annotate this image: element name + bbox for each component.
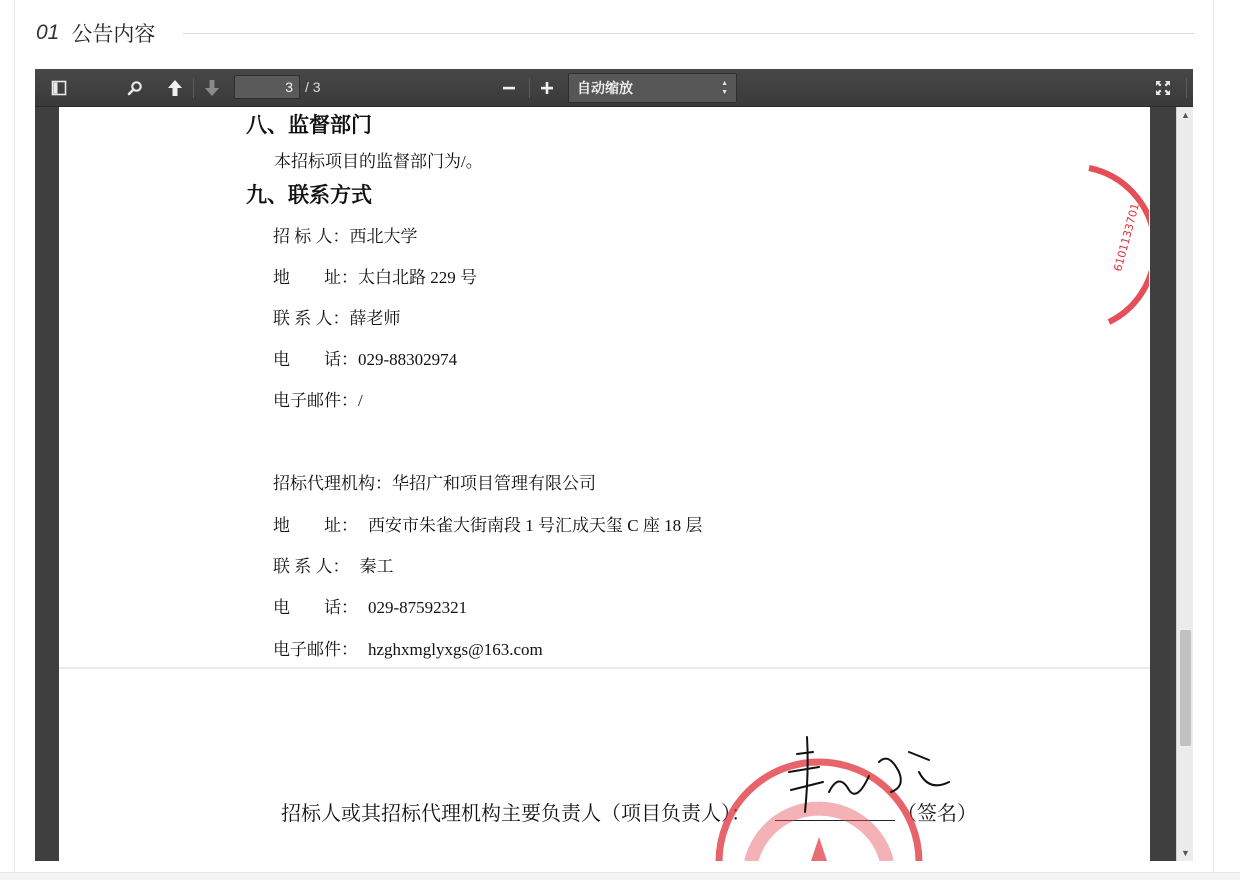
tenderer-address: 太白北路 229 号 [358, 268, 477, 287]
page-total-label: / 3 [305, 79, 321, 95]
scroll-down-arrow-icon[interactable]: ▼ [1181, 848, 1190, 858]
tenderer-phone-row [273, 345, 457, 370]
agency-address-row [273, 511, 702, 536]
toolbar-separator [193, 78, 194, 98]
tenderer-contact: 薛老师 [349, 309, 401, 328]
tenderer-address-row [273, 263, 477, 288]
section-title: 公告内容 [71, 23, 156, 46]
agency-contact-label: 联 系 人： [273, 557, 350, 576]
tenderer-phone-label: 电 话： [273, 350, 358, 369]
vertical-scrollbar[interactable] [1176, 107, 1193, 861]
tenderer-name: 西北大学 [349, 227, 418, 246]
tenderer-name-label: 招 标 人： [273, 227, 350, 246]
zoom-select-value: 自动缩放 [577, 80, 633, 96]
section-header [36, 18, 1194, 48]
agency-contact-row [273, 552, 394, 577]
signature-suffix: （签名） [897, 803, 977, 825]
section-divider [183, 33, 1194, 34]
pdf-viewer [35, 69, 1193, 861]
agency-phone-row [273, 593, 467, 618]
pdf-page-area[interactable] [35, 107, 1176, 861]
agency-phone: 029-87592321 [368, 598, 468, 617]
zoom-out-icon [501, 80, 517, 96]
agency-name-label: 招标代理机构： [273, 474, 392, 493]
heading-contact: 九、联系方式 [246, 183, 372, 207]
page-break [59, 667, 1150, 669]
previous-page-button[interactable] [163, 75, 187, 101]
signature-line-text: 招标人或其招标代理机构主要负责人（项目负责人）： [281, 803, 751, 825]
agency-contact: 秦工 [359, 557, 394, 576]
pdf-toolbar [35, 69, 1193, 107]
tenderer-email-row [273, 386, 363, 411]
frame-right-border [1213, 0, 1214, 872]
tenderer-email-label: 电子邮件： [273, 391, 358, 410]
previous-page-icon [167, 79, 183, 97]
frame-left-border [14, 0, 15, 872]
tenderer-email: / [358, 391, 363, 410]
scroll-up-arrow-icon[interactable]: ▲ [1181, 110, 1190, 120]
zoom-select[interactable] [568, 73, 737, 103]
agency-email-label: 电子邮件： [273, 640, 358, 659]
select-arrows-icon: ▲ ▼ [721, 80, 728, 96]
tenderer-phone: 029-88302974 [358, 350, 458, 369]
tenderer-name-row [273, 222, 418, 247]
agency-phone-label: 电 话： [273, 598, 358, 617]
supervision-text: 本招标项目的监督部门为/。 [274, 152, 483, 171]
tenderer-address-label: 地 址： [273, 268, 358, 287]
sidebar-toggle-icon [51, 80, 67, 96]
heading-supervision: 八、监督部门 [246, 113, 372, 137]
agency-name-row [273, 469, 596, 494]
search-button[interactable] [123, 75, 147, 101]
section-number: 01 [36, 21, 60, 44]
agency-email-row [273, 635, 543, 660]
zoom-out-button[interactable] [497, 75, 521, 101]
fullscreen-icon [1154, 79, 1172, 97]
scrollbar-thumb[interactable] [1180, 630, 1191, 746]
zoom-in-icon [539, 80, 555, 96]
stamp-number: 6101133701 [1111, 201, 1143, 273]
page-number-input[interactable]: 3 [234, 75, 300, 99]
toolbar-separator [1186, 78, 1187, 98]
red-seal-stamp-top [1069, 162, 1149, 332]
agency-name: 华招广和项目管理有限公司 [392, 474, 596, 493]
handwritten-signature [779, 732, 959, 822]
agency-address: 西安市朱雀大街南段 1 号汇成天玺 C 座 18 层 [368, 516, 703, 535]
next-page-button[interactable] [200, 75, 224, 101]
zoom-in-button[interactable] [535, 75, 559, 101]
sidebar-toggle-button[interactable] [47, 75, 71, 101]
search-icon [127, 80, 143, 96]
agency-email: hzghxmglyxgs@163.com [368, 640, 543, 659]
fullscreen-button[interactable] [1151, 75, 1175, 101]
toolbar-separator [529, 78, 530, 98]
pdf-page [59, 107, 1150, 861]
agency-address-label: 地 址： [273, 516, 358, 535]
tenderer-contact-label: 联 系 人： [273, 309, 350, 328]
tenderer-contact-row [273, 304, 401, 329]
frame-bottom-bar [0, 872, 1240, 880]
next-page-icon [204, 79, 220, 97]
